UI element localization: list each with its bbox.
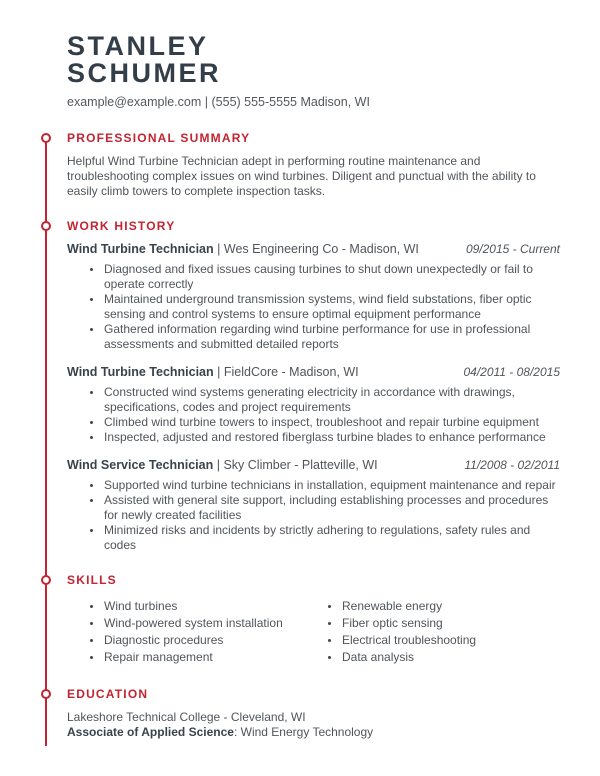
job-3-company: Sky Climber - Platteville, WI — [223, 458, 378, 472]
job-entry-3 — [67, 458, 560, 553]
professional-summary-text: Helpful Wind Turbine Technician adept in performing routine maintenance and troubleshooting complex issues on wind turbines. Diligent and punctual with the ability to easily climb towers to complete inspection tasks. — [67, 154, 536, 198]
resume-header — [67, 33, 560, 109]
professional-summary-heading-label: PROFESSIONAL SUMMARY — [67, 131, 251, 145]
skills-column-2 — [305, 599, 560, 667]
job-1-header — [67, 242, 560, 257]
skill-item: • Diagnostic procedures — [103, 633, 305, 648]
contact-email: example@example.com — [67, 95, 202, 109]
section-work-history — [67, 219, 560, 553]
education-school: Lakeshore Technical College - Cleveland, WI — [67, 710, 306, 724]
job-bullet: • Gathered information regarding wind turbine performance for use in professional assessments and submitted detailed reports — [103, 322, 560, 352]
work-history-heading-label: WORK HISTORY — [67, 219, 176, 233]
education-degree-line — [67, 725, 560, 740]
job-bullet: • Supported wind turbine technicians in installation, equipment maintenance and repair — [103, 478, 560, 493]
job-bullet: • Climbed wind turbine towers to inspect, troubleshoot and repair turbine equipment — [103, 415, 560, 430]
contact-line — [67, 95, 560, 109]
job-3-dates: 11/2008 - 02/2011 — [464, 458, 560, 472]
professional-summary-heading — [67, 131, 560, 145]
skill-item: • Data analysis — [341, 650, 560, 665]
job-2-title: Wind Turbine Technician — [67, 365, 214, 379]
skill-item: • Renewable energy — [341, 599, 560, 614]
job-3-title: Wind Service Technician — [67, 458, 214, 472]
timeline-sections — [67, 131, 560, 746]
work-history-heading — [67, 219, 560, 233]
skill-item: • Wind-powered system installation — [103, 616, 305, 631]
job-3-header — [67, 458, 560, 473]
job-3-title-line — [67, 458, 378, 473]
job-3-bullet-list — [67, 478, 560, 553]
job-2-separator: | — [217, 365, 221, 379]
job-1-company: Wes Engineering Co - Madison, WI — [223, 242, 419, 256]
job-bullet: • Maintained underground transmission systems, wind field substations, fiber optic sensing and control systems to ensure optimal equipment performance — [103, 292, 560, 322]
skill-item: • Repair management — [103, 650, 305, 665]
job-bullet: • Diagnosed and fixed issues causing turbines to shut down unexpectedly or fail to operate correctly — [103, 262, 560, 292]
job-2-header — [67, 365, 560, 380]
skill-item: • Electrical troubleshooting — [341, 633, 560, 648]
skills-column-1 — [67, 599, 305, 667]
section-professional-summary — [67, 131, 560, 199]
job-bullet: • Inspected, adjusted and restored fiberglass turbine blades to enhance performance — [103, 430, 560, 445]
contact-separator: | — [204, 95, 209, 109]
job-1-bullet-list — [67, 262, 560, 352]
job-1-title-line — [67, 242, 419, 257]
contact-phone: (555) 555-5555 — [211, 95, 297, 109]
education-heading-label: EDUCATION — [67, 687, 149, 701]
education-program: Wind Energy Technology — [240, 725, 374, 739]
section-education — [67, 687, 560, 740]
job-2-bullet-list — [67, 385, 560, 445]
skill-item: • Wind turbines — [103, 599, 305, 614]
job-2-company: FieldCore - Madison, WI — [223, 365, 359, 379]
job-1-separator: | — [217, 242, 221, 256]
job-3-separator: | — [216, 458, 220, 472]
job-1-title: Wind Turbine Technician — [67, 242, 214, 256]
skills-heading-label: SKILLS — [67, 573, 117, 587]
job-bullet: • Constructed wind systems generating electricity in accordance with drawings, specifications, codes and project requirements — [103, 385, 560, 415]
job-2-title-line — [67, 365, 359, 380]
candidate-last-name: SCHUMER — [67, 58, 222, 88]
skills-heading — [67, 573, 560, 587]
education-heading — [67, 687, 560, 701]
candidate-first-name: STANLEY — [67, 31, 209, 61]
job-entry-1 — [67, 242, 560, 352]
skill-item: • Fiber optic sensing — [341, 616, 560, 631]
section-skills — [67, 573, 560, 667]
timeline-node-icon — [41, 575, 51, 585]
timeline-node-icon — [41, 689, 51, 699]
timeline-node-icon — [41, 133, 51, 143]
skills-columns — [67, 596, 560, 667]
candidate-name — [67, 33, 560, 87]
job-entry-2 — [67, 365, 560, 445]
education-degree: Associate of Applied Science — [67, 725, 234, 739]
timeline-node-icon — [41, 221, 51, 231]
job-bullet: • Assisted with general site support, including establishing processes and procedures for newly created facilities — [103, 493, 560, 523]
job-bullet: • Minimized risks and incidents by strictly adhering to regulations, safety rules and codes — [103, 523, 560, 553]
education-degree-separator: : — [233, 725, 241, 739]
contact-location: Madison, WI — [300, 95, 370, 109]
job-2-dates: 04/2011 - 08/2015 — [463, 365, 560, 379]
job-1-dates: 09/2015 - Current — [465, 242, 560, 256]
